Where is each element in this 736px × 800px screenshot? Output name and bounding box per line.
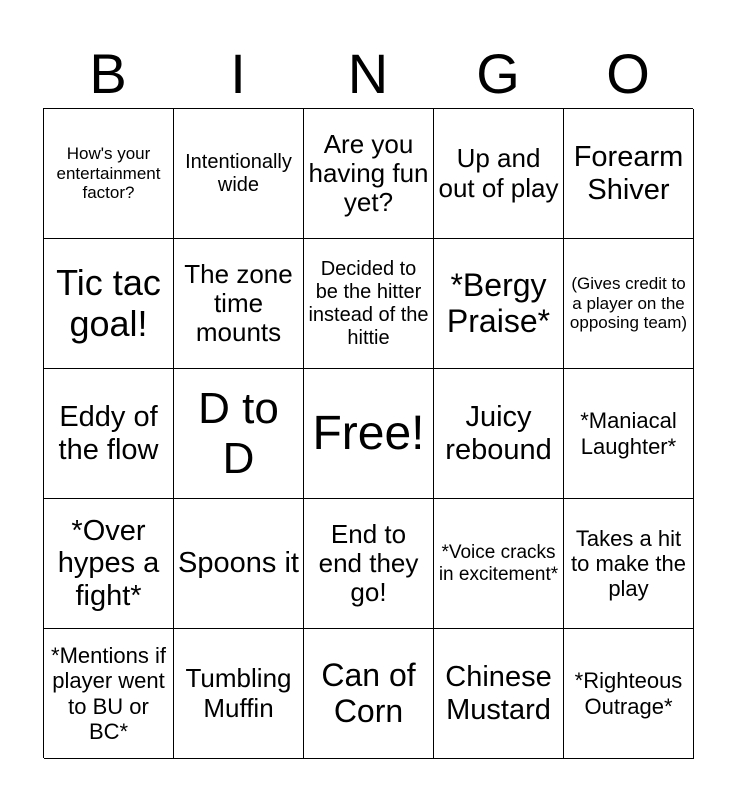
header-letter-o: O [606,42,650,105]
bingo-cell: End to end they go! [304,499,434,629]
bingo-cell: Tic tac goal! [44,239,174,369]
header-letter-b: B [89,42,127,105]
bingo-cell: *Mentions if player went to BU or BC* [44,629,174,759]
bingo-cell: Can of Corn [304,629,434,759]
header-letter-g: G [476,42,520,105]
bingo-cell: *Maniacal Laughter* [564,369,694,499]
header-letter-i: I [230,42,246,105]
bingo-cell: Decided to be the hitter instead of the hittie [304,239,434,369]
bingo-cell: How's your entertainment factor? [44,109,174,239]
bingo-cell: (Gives credit to a player on the opposing team) [564,239,694,369]
bingo-cell: Are you having fun yet? [304,109,434,239]
bingo-header [43,40,693,108]
bingo-cell: Takes a hit to make the play [564,499,694,629]
bingo-cell: Free! [304,369,434,499]
bingo-cell: Spoons it [174,499,304,629]
bingo-cell: *Over hypes a fight* [44,499,174,629]
bingo-cell: Intentionally wide [174,109,304,239]
bingo-cell: Chinese Mustard [434,629,564,759]
bingo-cell: *Righteous Outrage* [564,629,694,759]
bingo-cell: *Voice cracks in excitement* [434,499,564,629]
header-letter-n: N [347,42,389,105]
bingo-cell: The zone time mounts [174,239,304,369]
bingo-cell: Up and out of play [434,109,564,239]
bingo-cell: D to D [174,369,304,499]
bingo-cell: Tumbling Muffin [174,629,304,759]
bingo-cell: *Bergy Praise* [434,239,564,369]
bingo-cell: Forearm Shiver [564,109,694,239]
bingo-grid [43,108,693,758]
bingo-cell: Juicy rebound [434,369,564,499]
bingo-cell: Eddy of the flow [44,369,174,499]
